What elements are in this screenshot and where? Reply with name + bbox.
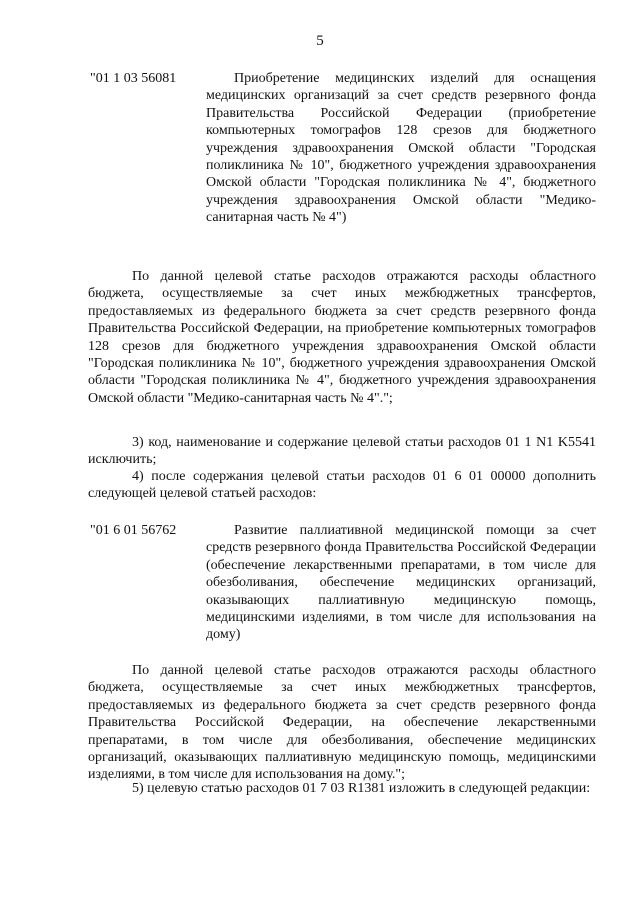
entry-description bbox=[206, 522, 596, 644]
paragraph-item-4: 4) после содержания целевой статьи расходов 01 6 01 00000 дополнить следующей целевой статьей расходов: bbox=[88, 469, 596, 502]
budget-entry-1 bbox=[88, 70, 596, 227]
entry-description-text: Приобретение медицинских изделий для оснащения медицинских организаций за счет средств резервного фонда Правительства Российской Федерации (приобретение компьютерных томографов 128 срезов для бюджетного учреждения здравоохранения Омской области "Городская поликлиника № 10", бюджетного учреждения здравоохранения Омской области "Городская поликлиника № 4", бюджетного учреждения здравоохранения Омской области "Медико-санитарная часть № 4") bbox=[206, 71, 596, 226]
entry-description-text: Развитие паллиативной медицинской помощи за счет средств резервного фонда Правительства Российской Федерации (обеспечение лекарственными препаратами, в том числе для обезболивания, обеспечение медицинских организаций, оказывающих паллиативную медицинскую помощь, медицинскими изделиями, в том числе для использования на дому) bbox=[206, 523, 596, 643]
entry-description bbox=[206, 70, 596, 227]
paragraph-item-3: 3) код, наименование и содержание целевой статьи расходов 01 1 N1 K5541 исключить; bbox=[88, 435, 596, 468]
budget-entry-2 bbox=[88, 522, 596, 644]
paragraph-explanation-2: По данной целевой статье расходов отражаются расходы областного бюджета, осуществляемые за счет иных межбюджетных трансфертов, предоставляемых из федерального бюджета за счет средств резервного фонда Правительства Российской Федерации, на обеспечение лекарственными препаратами, в том числе для обезболивания, обеспечение медицинских организаций, оказывающих паллиативную медицинскую помощь, медицинскими изделиями, в том числе для использования на дому."; bbox=[88, 663, 596, 783]
page-number: 5 bbox=[316, 33, 324, 49]
entry-code: "01 6 01 56762 bbox=[90, 523, 177, 538]
paragraph-explanation-1: По данной целевой статье расходов отражаются расходы областного бюджета, осуществляемые за счет иных межбюджетных трансфертов, предоставляемых из федерального бюджета за счет средств резервного фонда Правительства Российской Федерации, на приобретение компьютерных томографов 128 срезов для бюджетного учреждения здравоохранения Омской области "Городская поликлиника № 10", бюджетного учреждения здравоохранения Омской области "Городская поликлиника № 4", бюджетного учреждения здравоохранения Омской области "Медико-санитарная часть № 4"."; bbox=[88, 269, 596, 406]
paragraph-item-5: 5) целевую статью расходов 01 7 03 R1381 изложить в следующей редакции: bbox=[132, 781, 591, 796]
entry-code: "01 1 03 56081 bbox=[90, 71, 177, 86]
